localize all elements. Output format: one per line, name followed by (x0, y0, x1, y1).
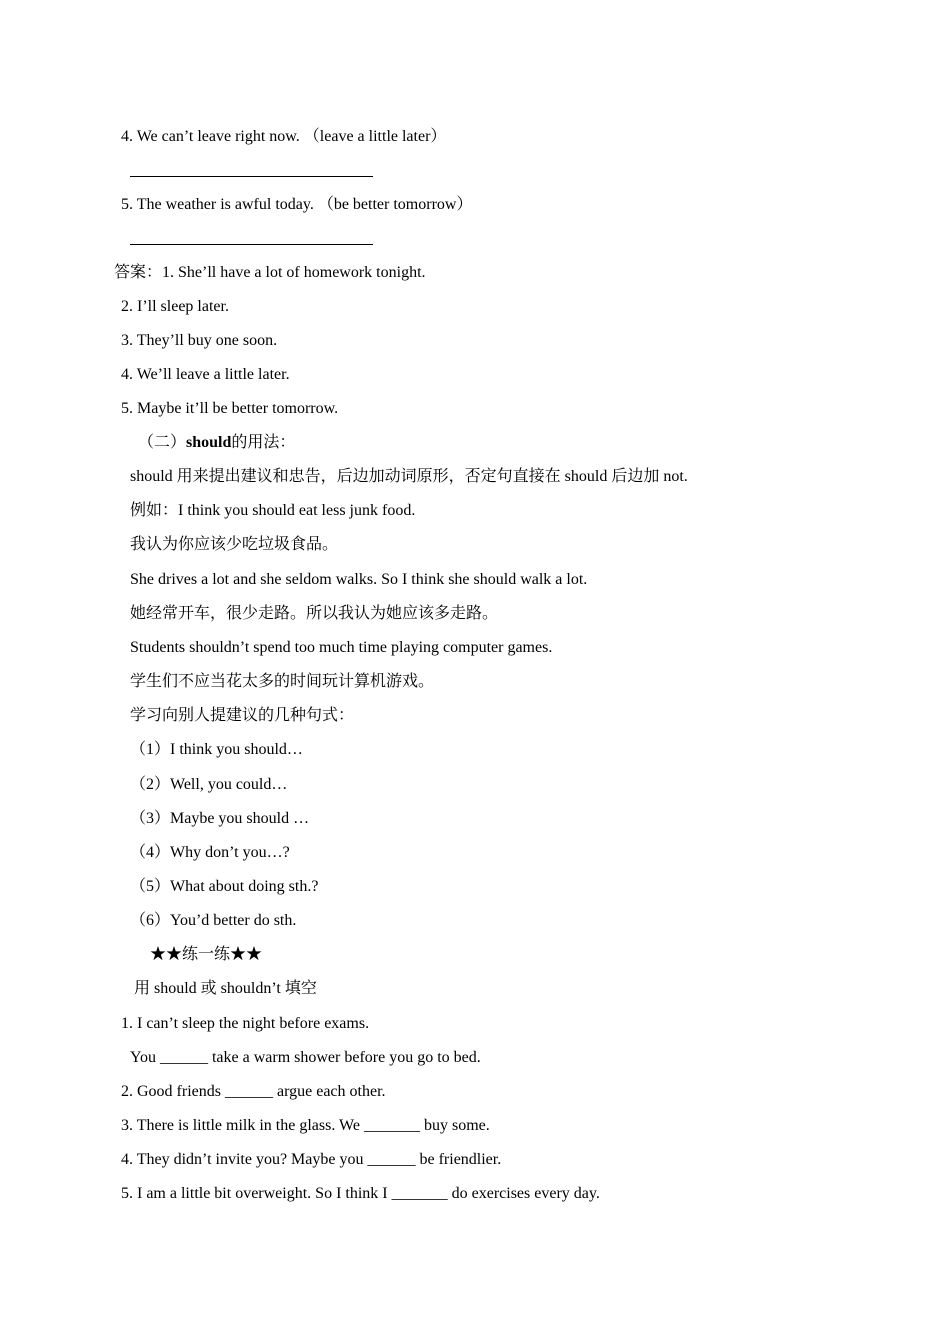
example-2-english: She drives a lot and she seldom walks. So I think she should walk a lot. (130, 571, 588, 588)
example-1-english: 例如：I think you should eat less junk food. (130, 502, 416, 519)
answer-4: 4. We’ll leave a little later. (121, 366, 290, 383)
example-3-chinese: 学生们不应当花太多的时间玩计算机游戏。 (130, 673, 435, 690)
practice-question-3: 3. There is little milk in the glass. We _______ buy some. (121, 1117, 490, 1134)
example-3-english: Students shouldn’t spend too much time playing computer games. (130, 639, 553, 656)
example-2-chinese: 她经常开车，很少走路。所以我认为她应该多走路。 (130, 605, 499, 622)
patterns-title: 学习向别人提建议的几种句式： (130, 707, 355, 724)
pattern-item: （4）Why don’t you…? (130, 844, 290, 861)
rewrite-question-5: 5. The weather is awful today. （be better tomorrow） (121, 196, 473, 213)
answer-5: 5. Maybe it’ll be better tomorrow. (121, 400, 339, 417)
practice-question-2: 2. Good friends ______ argue each other. (121, 1083, 386, 1100)
practice-question-1-fill: You ______ take a warm shower before you go to bed. (130, 1049, 481, 1066)
answer-2: 2. I’ll sleep later. (121, 298, 229, 315)
pattern-item: （2）Well, you could… (130, 776, 288, 793)
pattern-item: （3）Maybe you should … (130, 810, 310, 827)
section-heading-keyword: should (186, 434, 232, 451)
practice-question-4: 4. They didn’t invite you? Maybe you ______ be friendlier. (121, 1151, 502, 1168)
practice-instruction: 用 should 或 shouldn’t 填空 (134, 980, 317, 997)
practice-question-1: 1. I can’t sleep the night before exams. (121, 1015, 370, 1032)
answer-blank-line-4 (130, 176, 373, 177)
section-heading-prefix: （二） (138, 434, 187, 451)
section-heading-suffix: 的用法： (231, 434, 296, 451)
section-heading-should (138, 433, 295, 453)
pattern-item: （5）What about doing sth.? (130, 878, 319, 895)
pattern-item: （6）You’d better do sth. (130, 912, 297, 929)
pattern-item: （1）I think you should… (130, 741, 303, 758)
rewrite-question-4: 4. We can’t leave right now. （leave a little later） (121, 128, 447, 145)
answer-3: 3. They’ll buy one soon. (121, 332, 278, 349)
answer-1: 答案：1. She’ll have a lot of homework tonight. (114, 264, 426, 281)
example-1-chinese: 我认为你应该少吃垃圾食品。 (130, 536, 339, 553)
answer-blank-line-5 (130, 244, 373, 245)
practice-question-5: 5. I am a little bit overweight. So I think I _______ do exercises every day. (121, 1185, 600, 1202)
should-rule: should 用来提出建议和忠告，后边加动词原形，否定句直接在 should 后边加 not. (130, 468, 688, 485)
practice-title: ★★练一练★★ (150, 946, 263, 963)
